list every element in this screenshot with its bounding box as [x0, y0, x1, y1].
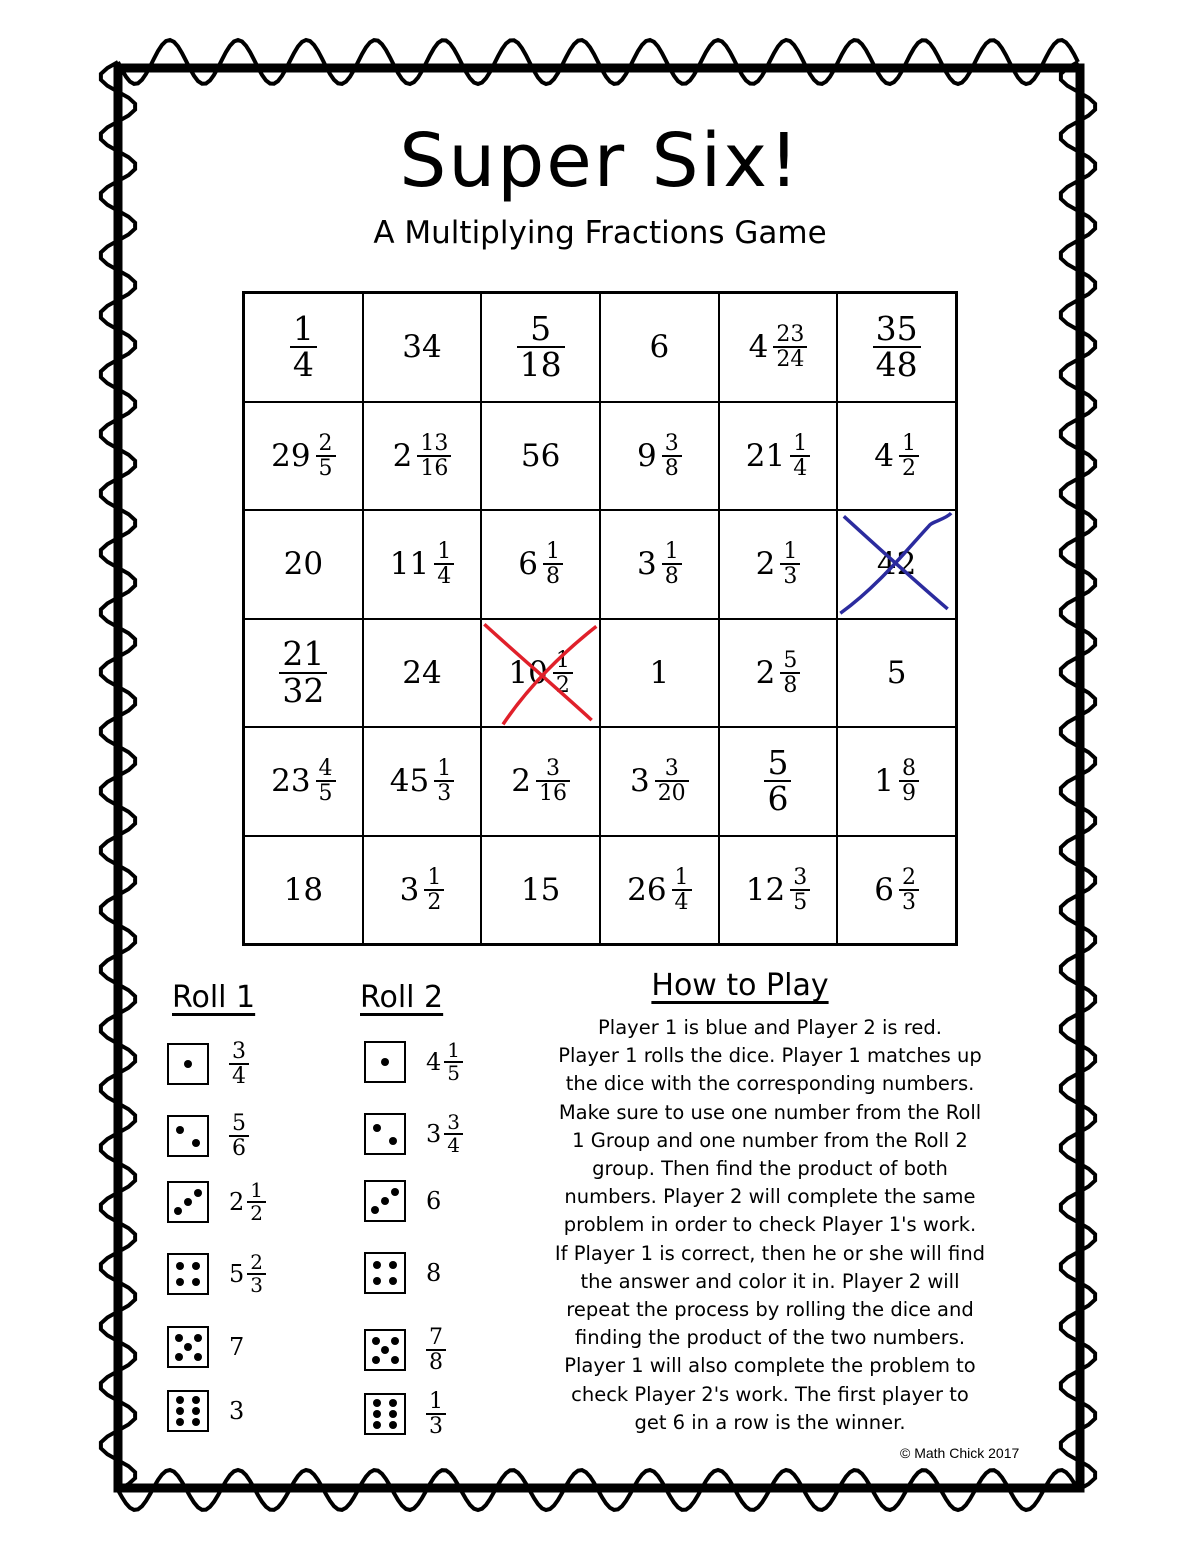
roll-value — [229, 1180, 266, 1224]
die-pip — [192, 1139, 200, 1147]
numerator: 1 — [783, 539, 798, 565]
denominator: 3 — [780, 563, 800, 588]
roll2-item[interactable] — [364, 1180, 441, 1222]
denominator: 32 — [279, 672, 327, 709]
numerator: 5 — [783, 647, 798, 673]
die-3-icon — [167, 1181, 209, 1223]
denominator: 2 — [424, 889, 444, 914]
denominator: 4 — [229, 1063, 249, 1088]
board-cell[interactable] — [244, 727, 363, 836]
how-to-play-line: the dice with the corresponding numbers. — [565, 1072, 975, 1096]
board-cell[interactable] — [837, 293, 956, 402]
numerator: 3 — [664, 430, 679, 456]
denominator: 18 — [517, 346, 565, 383]
fraction — [426, 1390, 446, 1438]
fraction — [790, 866, 810, 914]
die-pip — [176, 1126, 184, 1134]
numerator: 1 — [546, 539, 561, 565]
roll-value — [229, 1112, 249, 1160]
board-cell[interactable] — [244, 510, 363, 619]
whole-number: 5 — [229, 1260, 245, 1288]
fraction — [662, 432, 682, 480]
die-pip — [371, 1206, 379, 1214]
board-cell[interactable] — [837, 836, 956, 945]
whole-number: 24 — [402, 654, 442, 691]
numerator: 5 — [767, 742, 789, 782]
denominator: 3 — [434, 780, 454, 805]
numerator: 2 — [902, 864, 917, 890]
fraction — [536, 757, 570, 805]
die-pip — [389, 1261, 397, 1269]
board-cell[interactable] — [600, 510, 719, 619]
roll-value — [229, 1397, 244, 1425]
fraction — [434, 540, 454, 588]
numerator: 5 — [530, 308, 552, 348]
how-to-play-line: the answer and color it in. Player 2 will — [580, 1269, 960, 1293]
whole-number: 15 — [520, 871, 561, 908]
board-cell[interactable] — [719, 293, 838, 402]
board-cell[interactable] — [481, 836, 600, 945]
denominator: 48 — [873, 346, 921, 383]
denominator: 2 — [247, 1201, 266, 1224]
die-pip — [373, 1399, 381, 1407]
how-to-play-line: get 6 in a row is the winner. — [634, 1410, 906, 1434]
whole-number: 23 — [271, 763, 311, 800]
denominator: 24 — [773, 346, 807, 371]
die-1-icon — [167, 1043, 209, 1085]
board-cell[interactable] — [837, 619, 956, 728]
die-pip — [184, 1343, 192, 1351]
roll-2-heading: Roll 2 — [360, 980, 444, 1015]
whole-number: 4 — [426, 1048, 442, 1076]
denominator: 9 — [899, 780, 919, 805]
whole-number: 21 — [745, 437, 786, 474]
fraction — [444, 1112, 463, 1156]
die-pip — [192, 1262, 200, 1270]
roll2-item[interactable] — [364, 1390, 446, 1438]
whole-number: 45 — [389, 763, 430, 800]
whole-number: 2 — [511, 763, 532, 800]
die-5-icon — [167, 1326, 209, 1368]
numerator: 5 — [232, 1111, 246, 1136]
numerator: 1 — [793, 430, 808, 456]
board-cell[interactable] — [363, 293, 482, 402]
how-to-play-text — [520, 1014, 1020, 1437]
roll-value — [426, 1187, 441, 1215]
denominator: 8 — [426, 1349, 446, 1374]
whole-number: 7 — [229, 1333, 245, 1361]
how-to-play-line: numbers. Player 2 will complete the same — [564, 1185, 976, 1209]
board-cell[interactable] — [600, 293, 719, 402]
whole-number: 6 — [426, 1187, 442, 1215]
whole-number: 8 — [426, 1259, 442, 1287]
die-1-icon — [364, 1041, 406, 1083]
board-cell[interactable] — [244, 402, 363, 511]
board-cell[interactable] — [481, 402, 600, 511]
die-6-icon — [167, 1390, 209, 1432]
roll1-item[interactable] — [167, 1040, 249, 1088]
die-pip — [391, 1337, 399, 1345]
numerator: 3 — [546, 756, 561, 782]
game-board — [242, 291, 958, 946]
board-cell[interactable] — [719, 619, 838, 728]
numerator: 3 — [664, 756, 679, 782]
how-to-play-line: Make sure to use one number from the Roll — [558, 1100, 982, 1124]
die-pip — [389, 1277, 397, 1285]
fraction — [790, 432, 810, 480]
whole-number: 2 — [755, 546, 776, 583]
roll2-item[interactable] — [364, 1252, 441, 1294]
die-pip — [373, 1410, 381, 1418]
die-6-icon — [364, 1393, 406, 1435]
fraction — [655, 757, 689, 805]
how-to-play-line: problem in order to check Player 1's work. — [563, 1213, 977, 1237]
denominator: 3 — [899, 889, 919, 914]
whole-number: 20 — [283, 546, 324, 583]
die-pip — [373, 1124, 381, 1132]
die-pip — [389, 1137, 397, 1145]
denominator: 4 — [434, 563, 454, 588]
denominator: 8 — [543, 563, 563, 588]
whole-number: 11 — [389, 546, 430, 583]
numerator: 2 — [318, 430, 333, 456]
die-pip — [194, 1334, 202, 1342]
board-cell[interactable] — [481, 293, 600, 402]
board-cell[interactable] — [837, 510, 956, 619]
roll-value — [229, 1252, 266, 1296]
whole-number: 3 — [629, 763, 650, 800]
denominator: 3 — [426, 1413, 446, 1438]
die-pip — [192, 1396, 200, 1404]
whole-number: 10 — [508, 654, 548, 691]
whole-number: 6 — [518, 546, 539, 583]
board-cell[interactable] — [244, 619, 363, 728]
die-2-icon — [167, 1115, 209, 1157]
whole-number: 4 — [874, 437, 895, 474]
denominator: 4 — [790, 455, 810, 480]
board-cell[interactable] — [481, 619, 600, 728]
board-cell[interactable] — [363, 402, 482, 511]
numerator: 1 — [437, 756, 452, 782]
numerator: 1 — [250, 1178, 264, 1202]
die-pip — [389, 1421, 397, 1429]
numerator: 7 — [429, 1325, 443, 1350]
die-pip — [176, 1418, 184, 1426]
die-2-icon — [364, 1113, 406, 1155]
numerator: 1 — [555, 647, 570, 673]
numerator: 1 — [447, 1038, 461, 1062]
roll-value — [229, 1040, 249, 1088]
page-title: Super Six! — [399, 118, 801, 204]
numerator: 23 — [776, 322, 805, 348]
denominator: 5 — [316, 455, 336, 480]
numerator: 8 — [902, 756, 917, 782]
whole-number: 18 — [283, 871, 324, 908]
die-pip — [175, 1353, 183, 1361]
whole-number: 6 — [874, 871, 895, 908]
roll2-item[interactable] — [364, 1040, 463, 1084]
die-pip — [184, 1060, 192, 1068]
fraction — [899, 866, 919, 914]
roll-value — [426, 1112, 463, 1156]
denominator: 3 — [247, 1273, 266, 1296]
denominator: 6 — [229, 1135, 249, 1160]
die-pip — [373, 1277, 381, 1285]
numerator: 3 — [447, 1110, 461, 1134]
die-4-icon — [167, 1253, 209, 1295]
denominator: 2 — [899, 455, 919, 480]
fraction — [434, 757, 454, 805]
roll1-item[interactable] — [167, 1180, 266, 1224]
fraction — [764, 742, 791, 819]
how-to-play-line: If Player 1 is correct, then he or she will find — [554, 1241, 986, 1265]
fraction — [543, 540, 563, 588]
board-cell[interactable] — [481, 510, 600, 619]
board-cell[interactable] — [363, 836, 482, 945]
denominator: 2 — [553, 672, 573, 697]
board-cell[interactable] — [719, 727, 838, 836]
roll1-item[interactable] — [167, 1326, 244, 1368]
whole-number: 3 — [229, 1397, 245, 1425]
die-pip — [373, 1421, 381, 1429]
die-pip — [389, 1399, 397, 1407]
numerator: 3 — [793, 864, 808, 890]
fraction — [417, 432, 451, 480]
how-to-play-heading: How to Play — [651, 968, 829, 1003]
whole-number: 29 — [271, 437, 311, 474]
whole-number: 3 — [426, 1120, 442, 1148]
board-cell[interactable] — [363, 727, 482, 836]
denominator: 16 — [536, 780, 570, 805]
numerator: 21 — [282, 634, 325, 674]
numerator: 1 — [437, 539, 452, 565]
denominator: 4 — [444, 1133, 463, 1156]
numerator: 13 — [420, 430, 449, 456]
die-pip — [373, 1261, 381, 1269]
how-to-play-line: repeat the process by rolling the dice and — [566, 1298, 974, 1322]
denominator: 4 — [290, 346, 317, 383]
board-cell[interactable] — [244, 836, 363, 945]
die-5-icon — [364, 1329, 406, 1371]
whole-number: 3 — [636, 546, 657, 583]
whole-number: 4 — [748, 329, 769, 366]
whole-number: 34 — [402, 329, 442, 366]
whole-number: 1 — [874, 763, 895, 800]
die-pip — [176, 1396, 184, 1404]
whole-number: 5 — [886, 654, 907, 691]
how-to-play-line: Player 1 rolls the dice. Player 1 matches up — [558, 1044, 982, 1068]
page-subtitle: A Multiplying Fractions Game — [373, 215, 827, 251]
board-cell[interactable] — [837, 727, 956, 836]
die-pip — [389, 1410, 397, 1418]
whole-number: 2 — [392, 437, 413, 474]
numerator: 35 — [875, 308, 918, 348]
numerator: 1 — [292, 308, 314, 348]
roll-1-heading: Roll 1 — [172, 980, 256, 1015]
denominator: 8 — [662, 563, 682, 588]
fraction — [780, 540, 800, 588]
die-pip — [194, 1189, 202, 1197]
die-pip — [192, 1418, 200, 1426]
fraction — [229, 1112, 249, 1160]
roll2-item[interactable] — [364, 1326, 446, 1374]
numerator: 1 — [664, 539, 679, 565]
fraction — [780, 649, 800, 697]
how-to-play-line: check Player 2's work. The first player to — [571, 1382, 969, 1406]
denominator: 8 — [662, 455, 682, 480]
board-cell[interactable] — [719, 402, 838, 511]
whole-number: 9 — [636, 437, 657, 474]
die-4-icon — [364, 1252, 406, 1294]
whole-number: 42 — [876, 546, 917, 583]
die-pip — [176, 1262, 184, 1270]
die-pip — [176, 1278, 184, 1286]
denominator: 20 — [655, 780, 689, 805]
board-cell[interactable] — [600, 836, 719, 945]
roll-value — [229, 1333, 244, 1361]
fraction — [247, 1180, 266, 1224]
die-pip — [176, 1407, 184, 1415]
board-cell[interactable] — [600, 727, 719, 836]
fraction — [229, 1040, 249, 1088]
whole-number: 56 — [520, 437, 561, 474]
denominator: 5 — [316, 780, 336, 805]
how-to-play-line: group. Then find the product of both — [592, 1157, 948, 1181]
fraction — [316, 757, 336, 805]
board-cell[interactable] — [481, 727, 600, 836]
fraction — [672, 866, 692, 914]
board-cell[interactable] — [600, 619, 719, 728]
die-pip — [391, 1356, 399, 1364]
roll-value — [426, 1040, 463, 1084]
denominator: 16 — [417, 455, 451, 480]
board-cell[interactable] — [719, 510, 838, 619]
die-pip — [391, 1188, 399, 1196]
whole-number: 2 — [755, 654, 776, 691]
denominator: 5 — [444, 1061, 463, 1084]
board-cell[interactable] — [837, 402, 956, 511]
roll1-item[interactable] — [167, 1112, 249, 1160]
whole-number: 3 — [399, 871, 420, 908]
board-cell[interactable] — [363, 510, 482, 619]
whole-number: 12 — [745, 871, 786, 908]
die-pip — [174, 1207, 182, 1215]
fraction — [426, 1326, 446, 1374]
die-pip — [372, 1337, 380, 1345]
whole-number: 26 — [627, 871, 667, 908]
fraction — [553, 649, 573, 697]
fraction — [316, 432, 336, 480]
how-to-play-line: Player 1 will also complete the problem to — [564, 1354, 976, 1378]
fraction — [247, 1252, 266, 1296]
fraction — [662, 540, 682, 588]
die-pip — [381, 1197, 389, 1205]
fraction — [773, 323, 807, 371]
die-pip — [381, 1058, 389, 1066]
board-cell[interactable] — [719, 836, 838, 945]
board-cell[interactable] — [244, 293, 363, 402]
border-squiggle — [118, 40, 1078, 84]
how-to-play-line: Player 1 is blue and Player 2 is red. — [598, 1016, 942, 1039]
denominator: 6 — [764, 780, 791, 817]
fraction — [444, 1040, 463, 1084]
fraction — [873, 308, 921, 385]
numerator: 1 — [902, 430, 917, 456]
die-pip — [194, 1353, 202, 1361]
fraction — [899, 757, 919, 805]
roll-value — [426, 1326, 446, 1374]
die-pip — [184, 1198, 192, 1206]
denominator: 8 — [780, 672, 800, 697]
roll1-item[interactable] — [167, 1390, 244, 1432]
whole-number: 1 — [649, 654, 670, 691]
numerator: 1 — [674, 864, 689, 890]
roll-value — [426, 1259, 441, 1287]
roll1-item[interactable] — [167, 1252, 266, 1296]
die-pip — [192, 1407, 200, 1415]
die-pip — [175, 1334, 183, 1342]
fraction — [279, 634, 327, 710]
whole-number: 6 — [649, 329, 670, 366]
how-to-play-line: finding the product of the two numbers. — [574, 1326, 966, 1350]
numerator: 1 — [427, 864, 442, 890]
numerator: 1 — [429, 1389, 443, 1414]
board-cell[interactable] — [600, 402, 719, 511]
how-to-play-line: 1 Group and one number from the Roll 2 — [572, 1128, 968, 1152]
roll2-item[interactable] — [364, 1112, 463, 1156]
fraction — [290, 308, 317, 385]
die-pip — [381, 1346, 389, 1354]
whole-number: 2 — [229, 1188, 245, 1216]
fraction — [899, 432, 919, 480]
denominator: 4 — [672, 889, 692, 914]
fraction — [517, 308, 565, 385]
numerator: 4 — [318, 756, 333, 782]
die-3-icon — [364, 1180, 406, 1222]
fraction — [424, 866, 444, 914]
die-pip — [372, 1356, 380, 1364]
die-pip — [192, 1278, 200, 1286]
numerator: 2 — [250, 1250, 264, 1274]
roll-value — [426, 1390, 446, 1438]
numerator: 3 — [232, 1039, 246, 1064]
board-cell[interactable] — [363, 619, 482, 728]
copyright-notice: © Math Chick 2017 — [900, 1445, 1020, 1461]
denominator: 5 — [790, 889, 810, 914]
